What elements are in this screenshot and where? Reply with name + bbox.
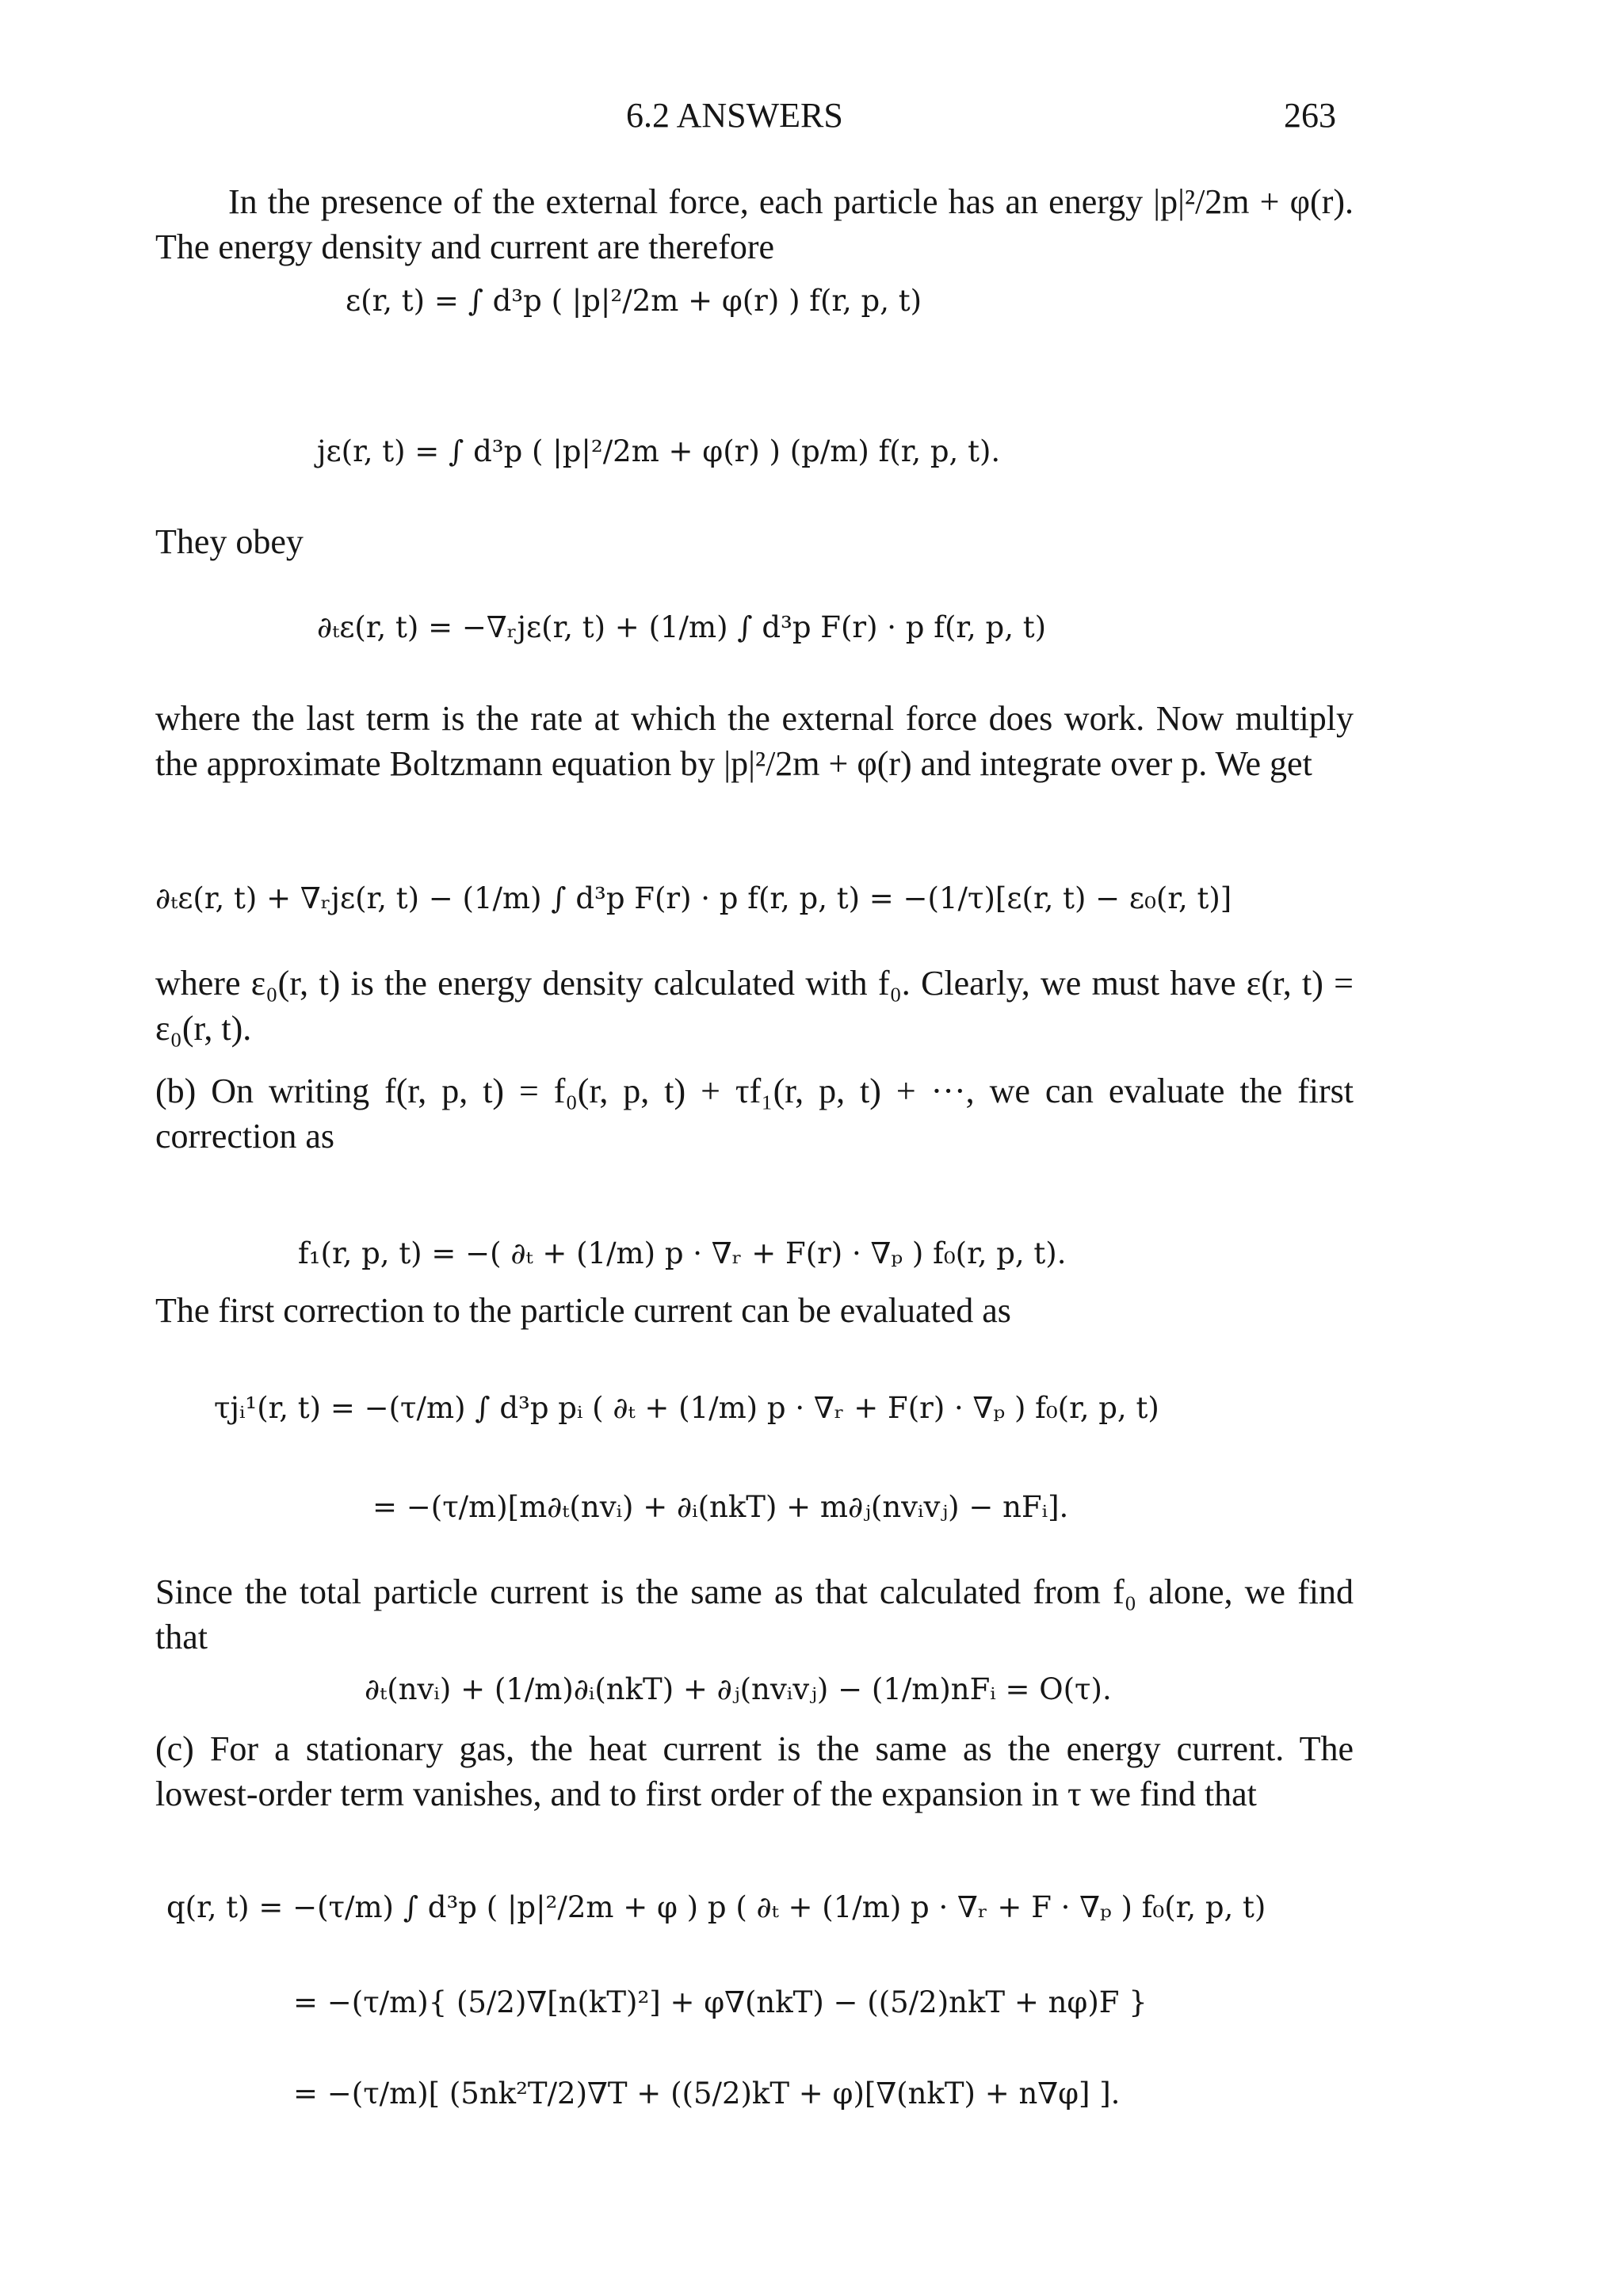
equation-particle-current-1: τjᵢ¹(r, t) = −(τ/m) ∫ d³p pᵢ ( ∂ₜ + (1/m) p · ∇ᵣ + F(r) · ∇ₚ ) f₀(r, p, t) xyxy=(214,1391,1159,1425)
running-title: 6.2 ANSWERS xyxy=(626,96,843,135)
equation-particle-current-2: = −(τ/m)[m∂ₜ(nvᵢ) + ∂ᵢ(nkT) + m∂ⱼ(nvᵢvⱼ) − nFᵢ]. xyxy=(372,1490,1069,1524)
paragraph-total-current: Since the total particle current is the same as that calculated from f₀ alone, we find that xyxy=(155,1572,1354,1656)
equation-energy-conservation: ∂ₜε(r, t) = −∇ᵣjε(r, t) + (1/m) ∫ d³p F(r) · p f(r, p, t) xyxy=(317,610,1047,644)
paragraph-boltzmann-multiply: where the last term is the rate at which the external force does work. Now multiply the approximate Boltzmann equation by |p|²/2m + φ(r) and integrate over p. We get xyxy=(155,699,1354,783)
page-number: 263 xyxy=(1284,96,1336,135)
equation-first-correction: f₁(r, p, t) = −( ∂ₜ + (1/m) p · ∇ᵣ + F(r) · ∇ₚ ) f₀(r, p, t). xyxy=(298,1236,1067,1270)
equation-heat-current-1: q(r, t) = −(τ/m) ∫ d³p ( |p|²/2m + φ ) p ( ∂ₜ + (1/m) p · ∇ᵣ + F · ∇ₚ ) f₀(r, p, t) xyxy=(166,1890,1266,1924)
equation-energy-density: ε(r, t) = ∫ d³p ( |p|²/2m + φ(r) ) f(r, p, t) xyxy=(346,284,922,318)
paragraph-particle-current: The first correction to the particle current can be evaluated as xyxy=(155,1291,1011,1330)
equation-heat-current-2: = −(τ/m){ (5/2)∇[n(kT)²] + φ∇(nkT) − ((5/2)nkT + nφ)F } xyxy=(293,1985,1148,2019)
equation-energy-current: jε(r, t) = ∫ d³p ( |p|²/2m + φ(r) ) (p/m) f(r, p, t). xyxy=(317,434,1001,468)
paragraph-part-c-heat-current: (c) For a stationary gas, the heat current is the same as the energy current. The lowest-order term vanishes, and to first order of the expansion in τ we find that xyxy=(155,1729,1354,1813)
equation-momentum-balance: ∂ₜ(nvᵢ) + (1/m)∂ᵢ(nkT) + ∂ⱼ(nvᵢvⱼ) − (1/m)nFᵢ = O(τ). xyxy=(365,1672,1112,1706)
paragraph-part-b-expansion: (b) On writing f(r, p, t) = f₀(r, p, t) + τf₁(r, p, t) + ···, we can evaluate the first correction as xyxy=(155,1072,1354,1156)
paragraph-they-obey: They obey xyxy=(155,522,304,561)
equation-energy-relaxation: ∂ₜε(r, t) + ∇ᵣjε(r, t) − (1/m) ∫ d³p F(r) · p f(r, p, t) = −(1/τ)[ε(r, t) − ε₀(r, t)] xyxy=(155,881,1232,915)
paragraph-energy-density-f0: where ε₀(r, t) is the energy density calculated with f₀. Clearly, we must have ε(r, t) = ε₀(r, t). xyxy=(155,964,1354,1048)
paragraph-energy-intro: In the presence of the external force, each particle has an energy |p|²/2m + φ(r). The energy density and current are therefore xyxy=(155,182,1354,266)
equation-heat-current-3: = −(τ/m)[ (5nk²T/2)∇T + ((5/2)kT + φ)[∇(nkT) + n∇φ] ]. xyxy=(293,2076,1121,2111)
